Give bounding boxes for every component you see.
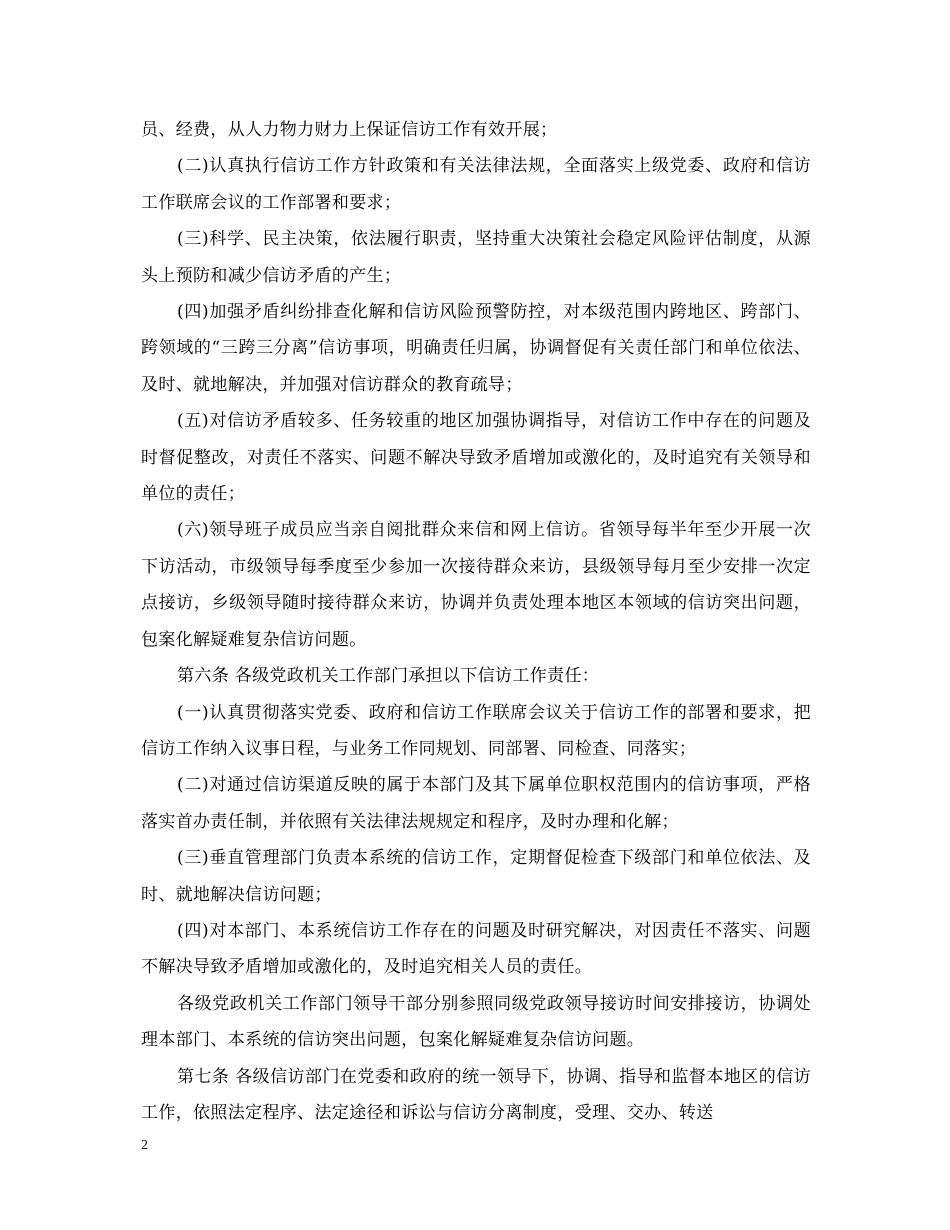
document-body: [141, 112, 811, 1131]
paragraph-3: (三)科学、民主决策，依法履行职责，坚持重大决策社会稳定风险评估制度，从源头上预防和减少信访矛盾的产生；: [141, 229, 811, 286]
paragraph-10: (三)垂直管理部门负责本系统的信访工作，定期督促检查下级部门和单位依法、及时、就地解决信访问题；: [141, 848, 811, 905]
paragraph-9: (二)对通过信访渠道反映的属于本部门及其下属单位职权范围内的信访事项，严格落实首办责任制，并依照有关法律法规规定和程序，及时办理和化解；: [141, 775, 811, 832]
paragraph-11: (四)对本部门、本系统信访工作存在的问题及时研究解决，对因责任不落实、问题不解决导致矛盾增加或激化的，及时追究相关人员的责任。: [141, 920, 811, 978]
paragraph-12: 各级党政机关工作部门领导干部分别参照同级党政领导接访时间安排接访，协调处理本部门、本系统的信访突出问题，包案化解疑难复杂信访问题。: [141, 993, 811, 1051]
paragraph-8: (一)认真贯彻落实党委、政府和信访工作联席会议关于信访工作的部署和要求，把信访工作纳入议事日程，与业务工作同规划、同部署、同检查、同落实；: [141, 702, 811, 759]
page-number: 2: [141, 1138, 148, 1153]
article-6-heading: 第六条 各级党政机关工作部门承担以下信访工作责任：: [177, 666, 600, 687]
paragraph-2: (二)认真执行信访工作方针政策和有关法律法规，全面落实上级党委、政府和信访工作联席会议的工作部署和要求；: [141, 156, 811, 213]
paragraph-6: (六)领导班子成员应当亲自阅批群众来信和网上信访。省领导每半年至少开展一次下访活动，市级领导每季度至少参加一次接待群众来访，县级领导每月至少安排一次定点接访，乡级领导随时接待群众来访，协调并负责处理本地区本领域的信访突出问题，包案化解疑难复杂信访问题。: [141, 520, 811, 650]
paragraph-1: 员、经费，从人力物力财力上保证信访工作有效开展；: [141, 120, 558, 140]
paragraph-4: (四)加强矛盾纠纷排查化解和信访风险预警防控，对本级范围内跨地区、跨部门、跨领域的“三跨三分离”信访事项，明确责任归属，协调督促有关责任部门和单位依法、及时、就地解决，并加强对信访群众的教育疏导；: [141, 302, 811, 395]
article-7-paragraph: 第七条 各级信访部门在党委和政府的统一领导下，协调、指导和监督本地区的信访工作，依照法定程序、法定途径和诉讼与信访分离制度，受理、交办、转送: [141, 1066, 811, 1123]
paragraph-5: (五)对信访矛盾较多、任务较重的地区加强协调指导，对信访工作中存在的问题及时督促整改，对责任不落实、问题不解决导致矛盾增加或激化的，及时追究有关领导和单位的责任；: [141, 411, 811, 505]
